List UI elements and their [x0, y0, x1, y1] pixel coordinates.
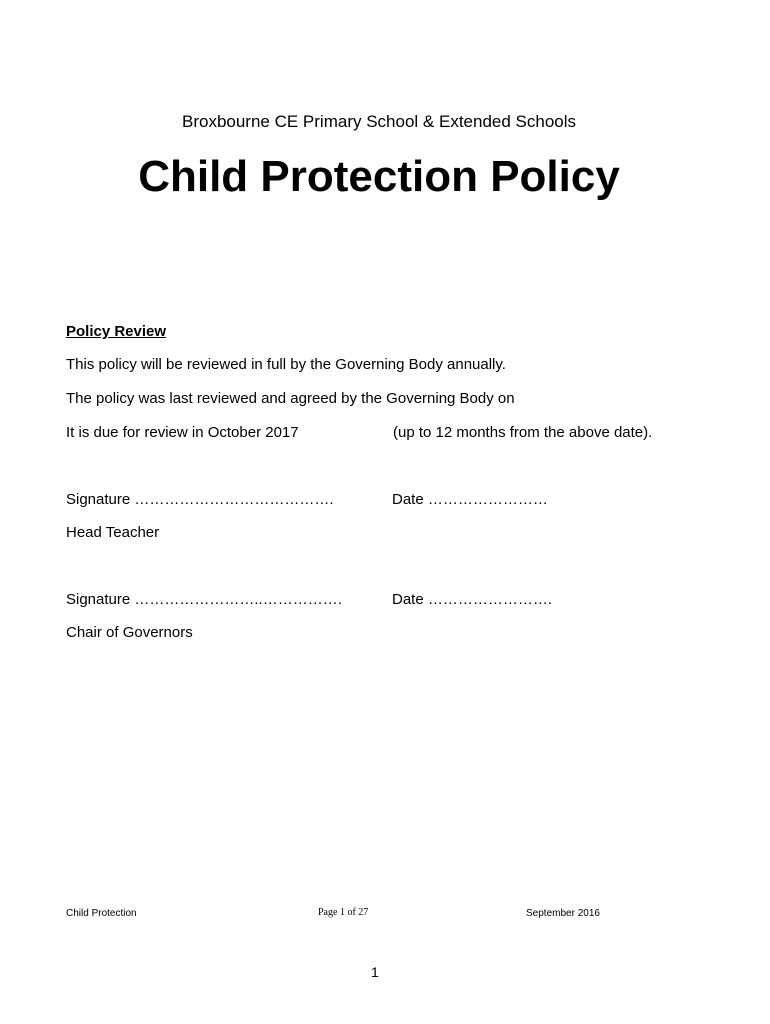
footer-page-count: Page 1 of 27: [318, 907, 369, 918]
document-title: Child Protection Policy: [138, 152, 620, 201]
footer-document-name: Child Protection: [66, 908, 137, 919]
school-name: Broxbourne CE Primary School & Extended Schools: [181, 112, 577, 131]
review-due-date: It is due for review in October 2017: [66, 424, 299, 441]
footer-date: September 2016: [526, 908, 600, 919]
role-head-teacher: Head Teacher: [66, 524, 160, 541]
policy-review-heading: Policy Review: [66, 323, 167, 340]
signature-line-chair: Signature ……………………..…………….: [66, 591, 342, 608]
review-due-note: (up to 12 months from the above date).: [393, 424, 653, 441]
date-line-head-teacher: Date ……………………: [392, 491, 548, 508]
page-number: 1: [371, 964, 379, 980]
signature-line-head-teacher: Signature ………………………………….: [66, 491, 334, 508]
review-line-annual: This policy will be reviewed in full by the Governing Body annually.: [66, 356, 506, 373]
role-chair-of-governors: Chair of Governors: [66, 624, 193, 641]
date-line-chair: Date …………………….: [392, 591, 553, 608]
review-line-last-reviewed: The policy was last reviewed and agreed by the Governing Body on: [66, 390, 515, 407]
